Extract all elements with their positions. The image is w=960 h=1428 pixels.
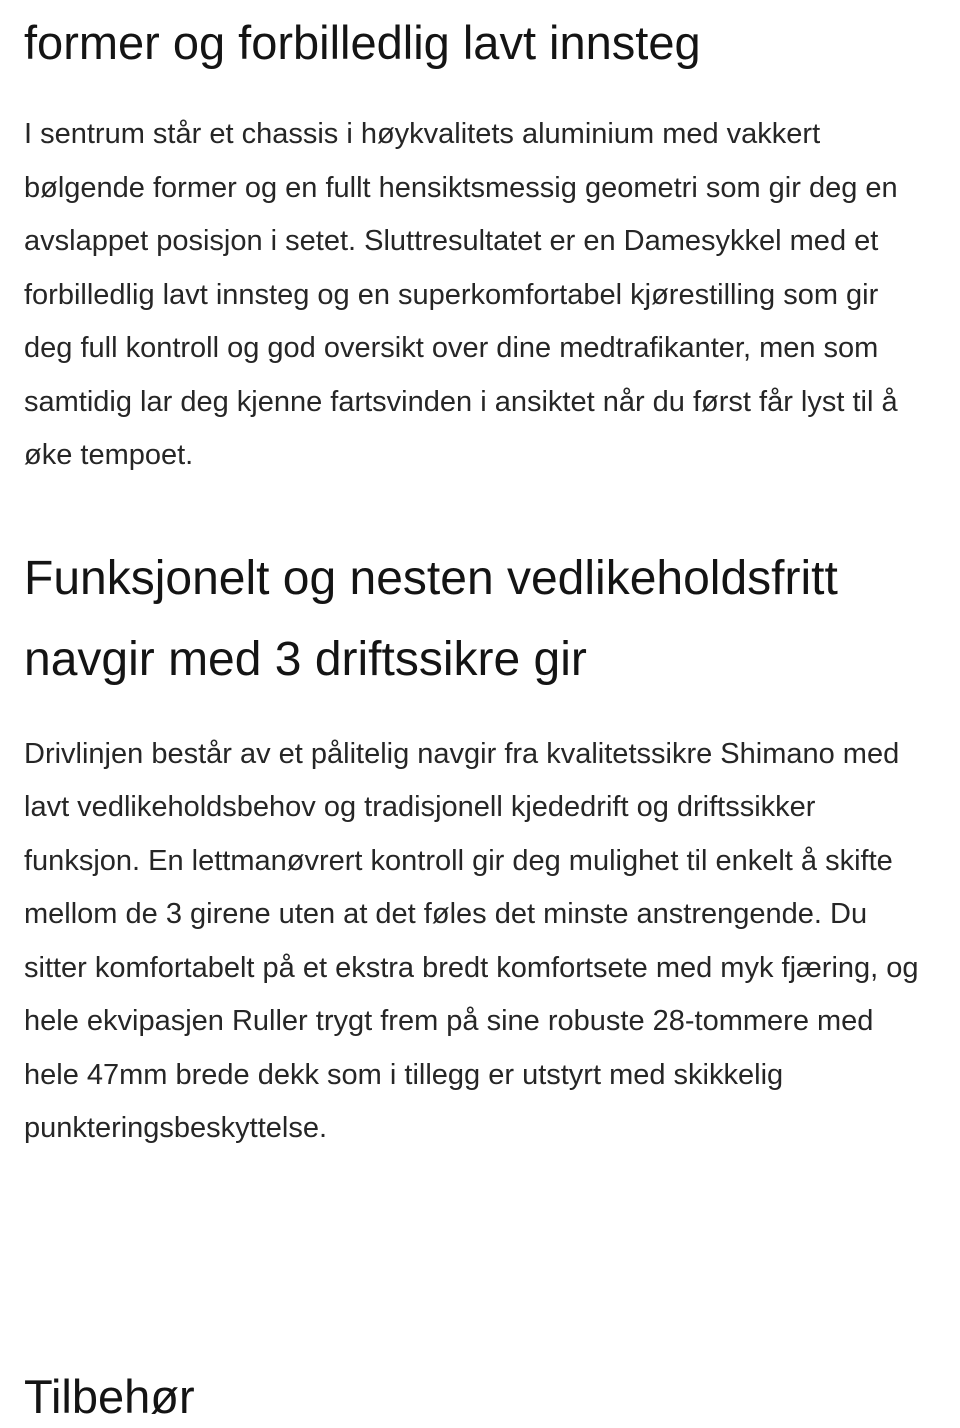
section-heading-navgir: Funksjonelt og nesten vedlikeholdsfritt navgir med 3 driftssikre gir [24, 551, 838, 686]
article-paragraph-2: Drivlinjen består av et pålitelig navgir fra kvalitetssikre Shimano med lavt vedlikeholdsbehov og tradisjonell kjededrift og driftssikker funksjon. En lettmanøvrert kontroll gir deg mulighet til enkelt å skifte mellom de 3 girene uten at det føles det minste anstrengende. Du sitter komfortabelt på et ekstra bredt komfortsete med myk fjæring, og hele ekvipasjen Ruller trygt frem på sine robuste 28-tommere med hele 47mm brede dekk som i tillegg er utstyrt med skikkelig punkteringsbeskyttelse. [24, 737, 919, 1144]
article-content [0, 12, 960, 1156]
clipped-next-heading [24, 1366, 664, 1423]
article-heading-partial: former og forbilledlig lavt innsteg [24, 16, 701, 69]
article-paragraph-1: I sentrum står et chassis i høykvalitets aluminium med vakkert bølgende former og en fullt hensiktsmessig geometri som gir deg en avslappet posisjon i setet. Sluttresultatet er en Damesykkel med et forbilledlig lavt innsteg og en superkomfortabel kjørestilling som gir deg full kontroll og god oversikt over dine medtrafikanter, men som samtidig lar deg kjenne fartsvinden i ansiktet når du først får lyst til å øke tempoet. [24, 118, 898, 471]
clipped-next-heading-text: Tilbehør [24, 1370, 195, 1423]
